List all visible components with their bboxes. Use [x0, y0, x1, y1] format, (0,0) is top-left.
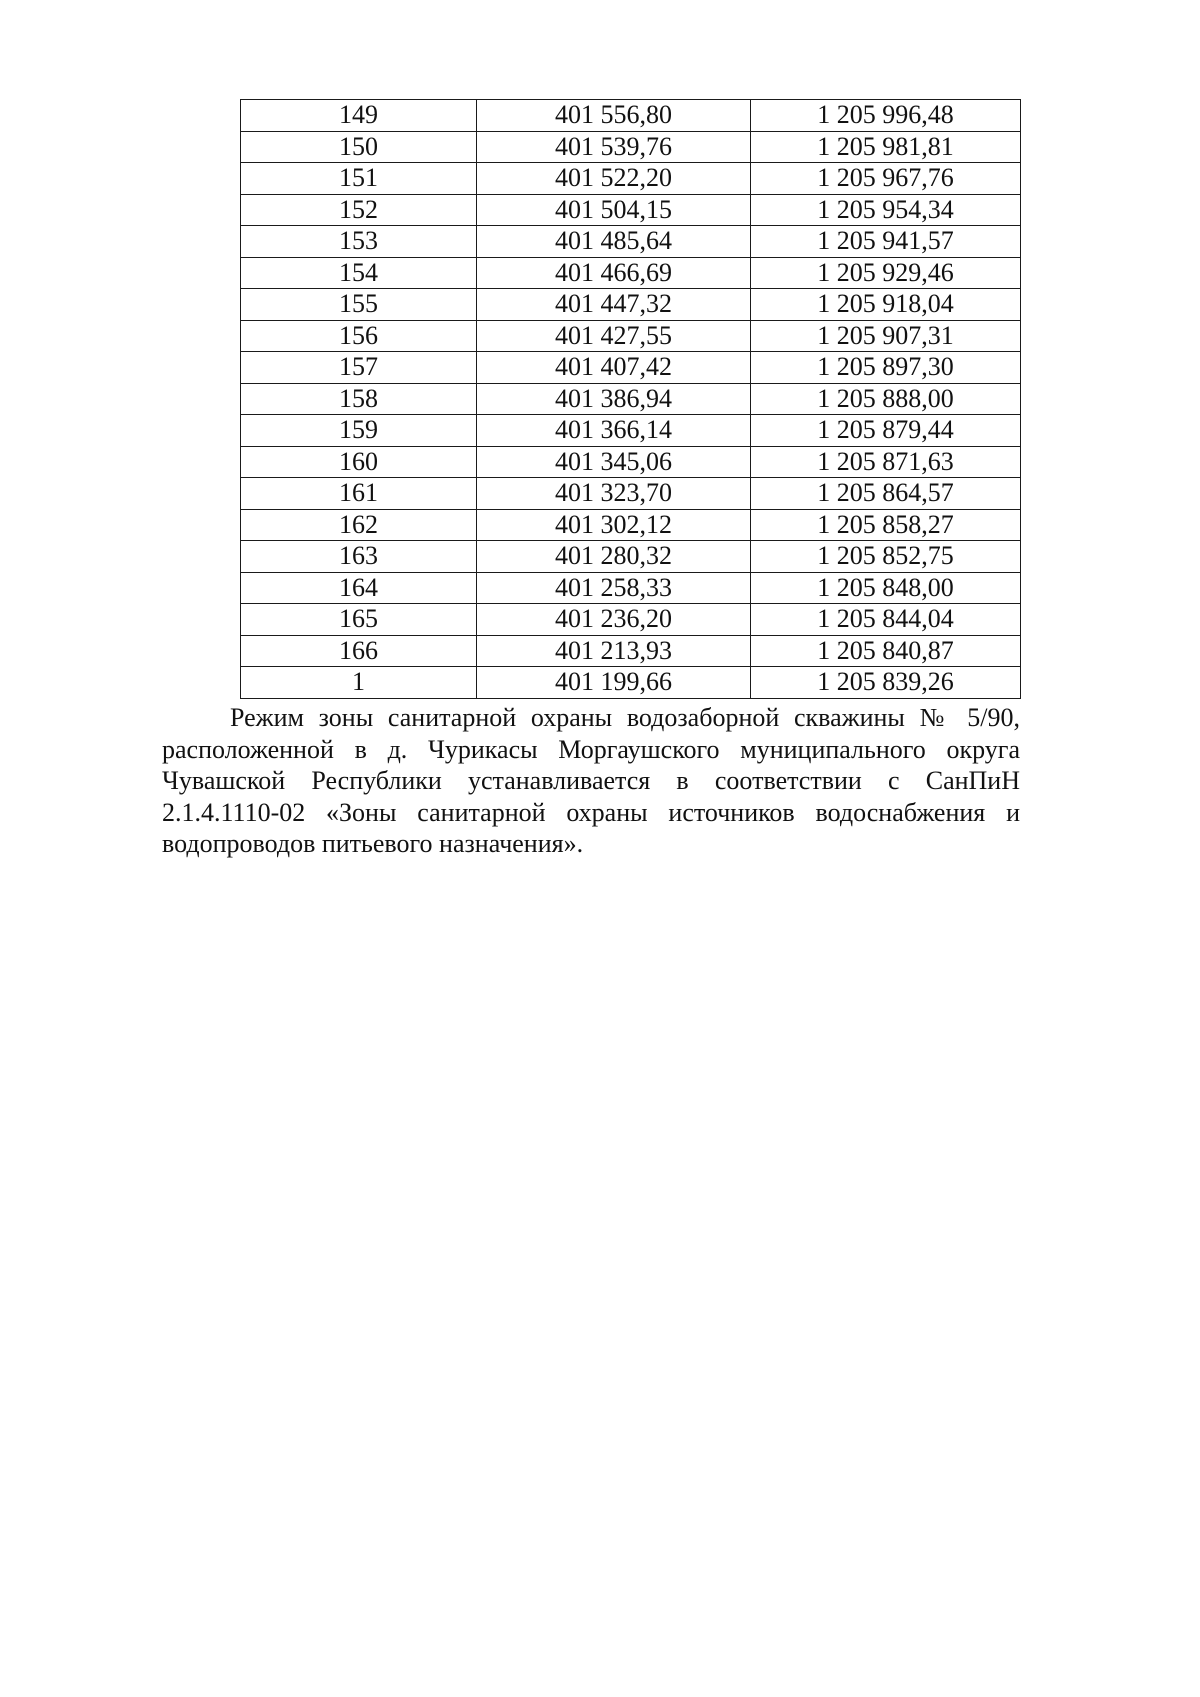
x-coordinate-cell: 401 522,20	[477, 163, 751, 195]
point-number-cell: 165	[241, 604, 477, 636]
point-number-cell: 160	[241, 446, 477, 478]
y-coordinate-cell: 1 205 967,76	[751, 163, 1021, 195]
y-coordinate-cell: 1 205 929,46	[751, 257, 1021, 289]
x-coordinate-cell: 401 199,66	[477, 667, 751, 699]
point-number-cell: 162	[241, 509, 477, 541]
y-coordinate-cell: 1 205 871,63	[751, 446, 1021, 478]
table-row	[241, 509, 1021, 541]
table-row	[241, 415, 1021, 447]
point-number-cell: 156	[241, 320, 477, 352]
table-row	[241, 383, 1021, 415]
y-coordinate-cell: 1 205 879,44	[751, 415, 1021, 447]
x-coordinate-cell: 401 236,20	[477, 604, 751, 636]
table-row	[241, 194, 1021, 226]
point-number-cell: 151	[241, 163, 477, 195]
y-coordinate-cell: 1 205 840,87	[751, 635, 1021, 667]
x-coordinate-cell: 401 386,94	[477, 383, 751, 415]
x-coordinate-cell: 401 447,32	[477, 289, 751, 321]
y-coordinate-cell: 1 205 996,48	[751, 100, 1021, 132]
table-row	[241, 163, 1021, 195]
table-row	[241, 572, 1021, 604]
x-coordinate-cell: 401 345,06	[477, 446, 751, 478]
point-number-cell: 1	[241, 667, 477, 699]
y-coordinate-cell: 1 205 839,26	[751, 667, 1021, 699]
table-row	[241, 131, 1021, 163]
point-number-cell: 155	[241, 289, 477, 321]
x-coordinate-cell: 401 556,80	[477, 100, 751, 132]
x-coordinate-cell: 401 407,42	[477, 352, 751, 384]
point-number-cell: 157	[241, 352, 477, 384]
point-number-cell: 153	[241, 226, 477, 258]
y-coordinate-cell: 1 205 852,75	[751, 541, 1021, 573]
table-row	[241, 478, 1021, 510]
point-number-cell: 152	[241, 194, 477, 226]
x-coordinate-cell: 401 258,33	[477, 572, 751, 604]
y-coordinate-cell: 1 205 981,81	[751, 131, 1021, 163]
x-coordinate-cell: 401 466,69	[477, 257, 751, 289]
table-row	[241, 604, 1021, 636]
table-row	[241, 446, 1021, 478]
point-number-cell: 163	[241, 541, 477, 573]
y-coordinate-cell: 1 205 844,04	[751, 604, 1021, 636]
x-coordinate-cell: 401 504,15	[477, 194, 751, 226]
x-coordinate-cell: 401 213,93	[477, 635, 751, 667]
x-coordinate-cell: 401 539,76	[477, 131, 751, 163]
x-coordinate-cell: 401 302,12	[477, 509, 751, 541]
table-row	[241, 667, 1021, 699]
x-coordinate-cell: 401 280,32	[477, 541, 751, 573]
point-number-cell: 149	[241, 100, 477, 132]
point-number-cell: 166	[241, 635, 477, 667]
table-row	[241, 289, 1021, 321]
y-coordinate-cell: 1 205 954,34	[751, 194, 1021, 226]
point-number-cell: 158	[241, 383, 477, 415]
table-row	[241, 320, 1021, 352]
y-coordinate-cell: 1 205 864,57	[751, 478, 1021, 510]
y-coordinate-cell: 1 205 907,31	[751, 320, 1021, 352]
coordinates-table-body	[241, 100, 1021, 699]
point-number-cell: 150	[241, 131, 477, 163]
y-coordinate-cell: 1 205 941,57	[751, 226, 1021, 258]
table-row	[241, 100, 1021, 132]
x-coordinate-cell: 401 323,70	[477, 478, 751, 510]
point-number-cell: 161	[241, 478, 477, 510]
x-coordinate-cell: 401 485,64	[477, 226, 751, 258]
y-coordinate-cell: 1 205 918,04	[751, 289, 1021, 321]
table-row	[241, 635, 1021, 667]
y-coordinate-cell: 1 205 858,27	[751, 509, 1021, 541]
point-number-cell: 164	[241, 572, 477, 604]
x-coordinate-cell: 401 366,14	[477, 415, 751, 447]
y-coordinate-cell: 1 205 848,00	[751, 572, 1021, 604]
x-coordinate-cell: 401 427,55	[477, 320, 751, 352]
table-row	[241, 226, 1021, 258]
y-coordinate-cell: 1 205 888,00	[751, 383, 1021, 415]
y-coordinate-cell: 1 205 897,30	[751, 352, 1021, 384]
point-number-cell: 154	[241, 257, 477, 289]
table-row	[241, 541, 1021, 573]
coordinates-table	[240, 99, 1021, 699]
table-row	[241, 257, 1021, 289]
sanitary-zone-paragraph: Режим зоны санитарной охраны водозаборной скважины № 5/90, расположенной в д. Чурикасы Моргаушского муниципального округа Чувашской Республики устанавливается в соответствии с СанПиН 2.1.4.1110-02 «Зоны санитарной охраны источников водоснабжения и водопроводов питьевого назначения».	[162, 703, 1020, 859]
point-number-cell: 159	[241, 415, 477, 447]
table-row	[241, 352, 1021, 384]
